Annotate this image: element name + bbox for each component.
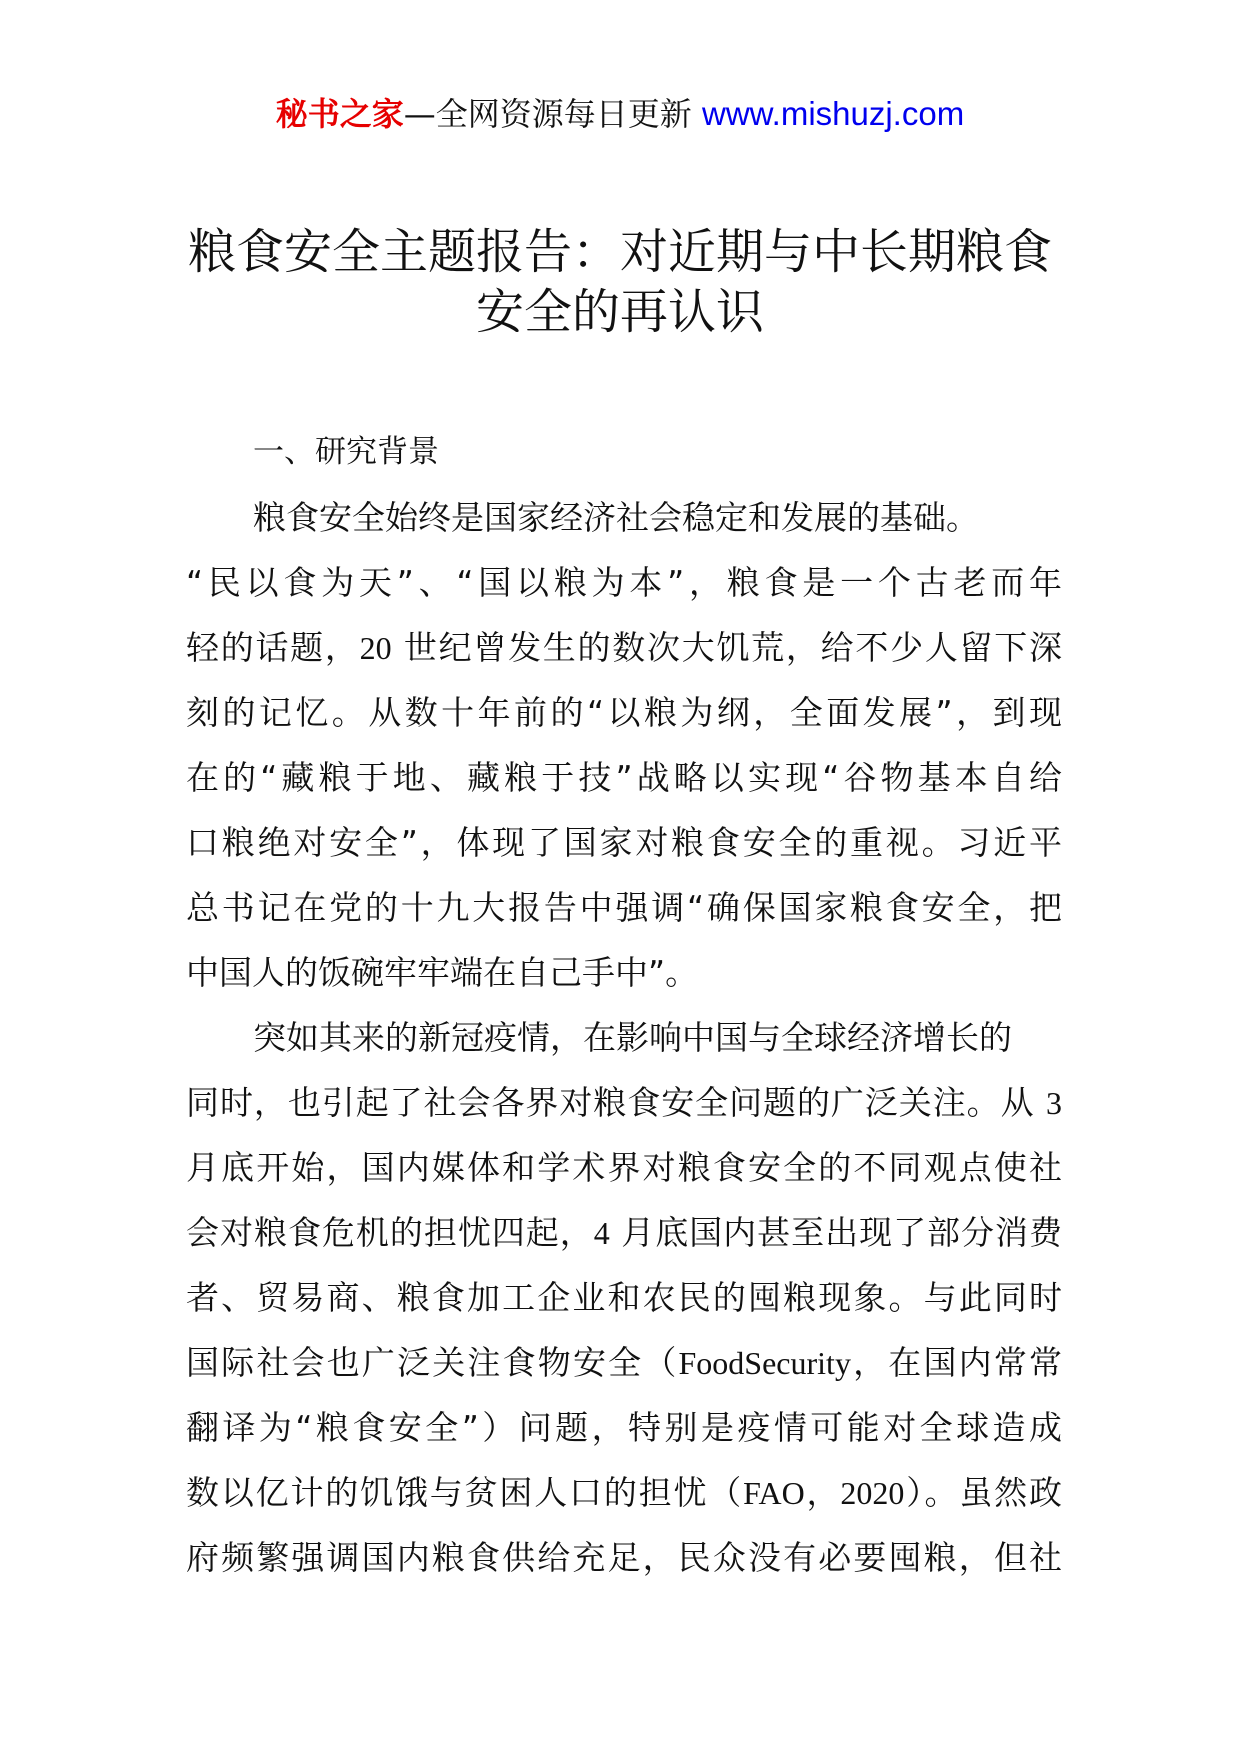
paragraph-line: 中国人的饭碗牢牢端在自己手中”。: [186, 953, 699, 992]
document-title: [120, 222, 1120, 342]
site-header: [0, 94, 1240, 134]
paragraph-line: 在的“藏粮于地、藏粮于技”战略以实现“谷物基本自给: [186, 758, 1062, 797]
brand-name: 秘书之家: [275, 95, 404, 133]
paragraph-line: 口粮绝对安全”，体现了国家对粮食安全的重视。习近平: [186, 823, 1062, 862]
paragraph-line: 月底开始，国内媒体和学术界对粮食安全的不同观点使社: [186, 1148, 1062, 1187]
paragraph-line: 会对粮食危机的担忧四起，4 月底国内甚至出现了部分消费: [186, 1213, 1062, 1252]
title-line: 粮食安全主题报告：对近期与中长期粮食: [187, 224, 1052, 280]
paragraph-line: “民以食为天”、“国以粮为本”，粮食是一个古老而年: [186, 563, 1062, 602]
site-url-link[interactable]: www.mishuzj.com: [701, 95, 965, 132]
paragraph-line: 者、贸易商、粮食加工企业和农民的囤粮现象。与此同时: [186, 1278, 1062, 1317]
paragraph-line: 同时，也引起了社会各界对粮食安全问题的广泛关注。从 3: [186, 1083, 1062, 1122]
document-body: [186, 420, 1062, 1590]
paragraph-line: 刻的记忆。从数十年前的“以粮为纲，全面发展”，到现: [186, 693, 1062, 732]
paragraph-line: 国际社会也广泛关注食物安全（FoodSecurity，在国内常常: [186, 1343, 1063, 1382]
paragraph-line: 突如其来的新冠疫情，在影响中国与全球经济增长的: [253, 1018, 1012, 1057]
paragraph-line: 粮食安全始终是国家经济社会稳定和发展的基础。: [253, 498, 979, 537]
paragraph-line: 数以亿计的饥饿与贫困人口的担忧（FAO，2020）。虽然政: [186, 1473, 1062, 1512]
header-tagline: —全网资源每日更新: [403, 95, 692, 133]
paragraph-line: 翻译为“粮食安全”）问题，特别是疫情可能对全球造成: [186, 1408, 1062, 1447]
title-line: 安全的再认识: [475, 284, 764, 340]
paragraph-line: 府频繁强调国内粮食供给充足，民众没有必要囤粮，但社: [186, 1538, 1062, 1577]
paragraph-line: 总书记在党的十九大报告中强调“确保国家粮食安全，把: [186, 888, 1062, 927]
paragraph-line: 轻的话题，20 世纪曾发生的数次大饥荒，给不少人留下深: [186, 628, 1063, 667]
section-heading: 一、研究背景: [253, 434, 439, 470]
